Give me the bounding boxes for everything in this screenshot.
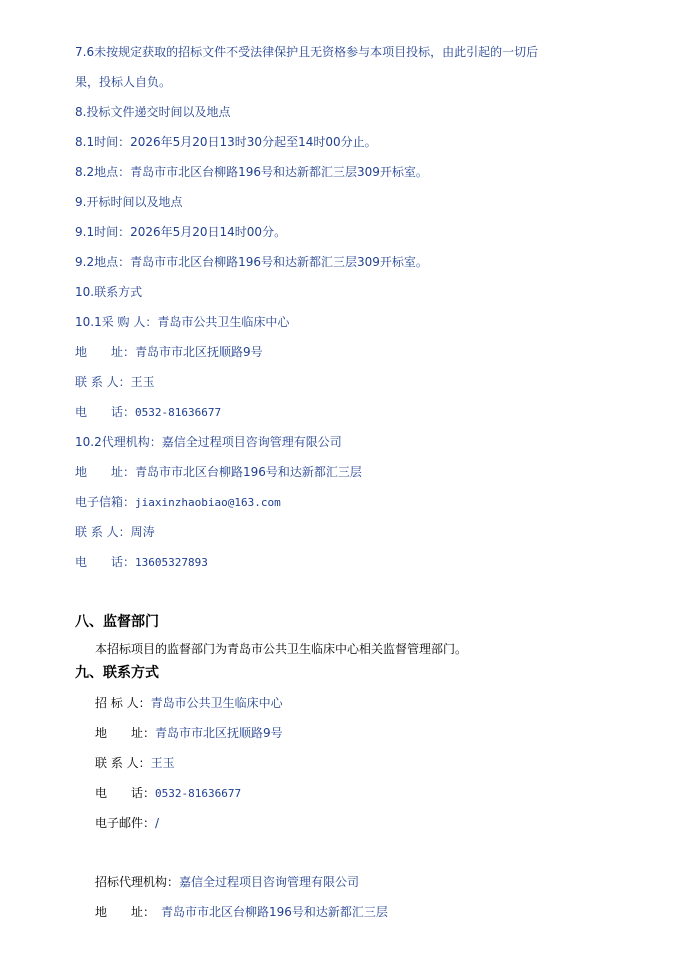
purchaser-address-label: 地 址：: [75, 345, 136, 359]
clause-7-6-line2: 果，投标人自负。: [75, 75, 172, 89]
tender-agency-address-label: 地 址：: [95, 905, 156, 919]
tenderer-email-label: 电子邮件：: [95, 816, 156, 830]
agency-phone-value: 13605327893: [135, 556, 208, 569]
section-8-heading: 八、监督部门: [75, 614, 159, 630]
tender-agency-address-line: [95, 904, 388, 920]
purchaser-contact-value: 王玉: [130, 375, 155, 389]
purchaser-phone: [75, 404, 221, 421]
agency-contact-label: 联 系 人：: [75, 525, 131, 539]
purchaser-title-value: 青岛市公共卫生临床中心: [157, 315, 290, 329]
purchaser-address-value: 青岛市市北区抚顺路9号: [135, 345, 263, 359]
tenderer-contact-value: 王玉: [150, 756, 175, 770]
clause-9-heading: 9.开标时间以及地点: [75, 195, 183, 209]
tenderer-email-line: [95, 815, 159, 831]
tenderer-line: [95, 695, 283, 711]
purchaser-contact: [75, 374, 155, 390]
clause-9-2: 9.2地点：青岛市市北区台柳路196号和达新都汇三层309开标室。: [75, 255, 428, 269]
clause-8-1: 8.1时间：2026年5月20日13时30分起至14时00分止。: [75, 135, 377, 149]
agency-phone: [75, 554, 208, 571]
clause-7-6-line1: 7.6未按规定获取的招标文件不受法律保护且无资格参与本项目投标，由此引起的一切后: [75, 45, 539, 59]
tenderer-label: 招 标 人：: [95, 696, 151, 710]
agency-title: [75, 434, 342, 450]
tenderer-email-value: /: [155, 816, 160, 830]
agency-address: [75, 464, 362, 480]
section-9-heading: 九、联系方式: [75, 665, 159, 681]
agency-email: [75, 494, 281, 511]
clause-8-2: 8.2地点：青岛市市北区台柳路196号和达新都汇三层309开标室。: [75, 165, 428, 179]
tenderer-phone-line: [95, 785, 241, 802]
section-8-text: 本招标项目的监督部门为青岛市公共卫生临床中心相关监督管理部门。: [95, 642, 468, 656]
agency-contact-value: 周涛: [130, 525, 155, 539]
agency-contact: [75, 524, 155, 540]
clause-10-heading: 10.联系方式: [75, 285, 143, 299]
tenderer-contact-label: 联 系 人：: [95, 756, 151, 770]
purchaser-phone-label: 电 话：: [75, 405, 136, 419]
agency-title-value: 嘉信全过程项目咨询管理有限公司: [161, 435, 342, 449]
tender-agency-value: 嘉信全过程项目咨询管理有限公司: [179, 875, 360, 889]
clause-9-1: 9.1时间：2026年5月20日14时00分。: [75, 225, 287, 239]
clause-8-heading: 8.投标文件递交时间以及地点: [75, 105, 231, 119]
tenderer-address-line: [95, 725, 283, 741]
agency-address-value: 青岛市市北区台柳路196号和达新都汇三层: [135, 465, 362, 479]
agency-phone-label: 电 话：: [75, 555, 136, 569]
tenderer-value: 青岛市公共卫生临床中心: [150, 696, 283, 710]
tenderer-phone-label: 电 话：: [95, 786, 156, 800]
purchaser-title-label: 10.1采 购 人：: [75, 315, 158, 329]
purchaser-title: [75, 314, 289, 330]
tender-agency-address-value: 青岛市市北区台柳路196号和达新都汇三层: [161, 905, 388, 919]
purchaser-contact-label: 联 系 人：: [75, 375, 131, 389]
tenderer-address-label: 地 址：: [95, 726, 156, 740]
agency-address-label: 地 址：: [75, 465, 136, 479]
agency-email-label: 电子信箱：: [75, 495, 136, 509]
purchaser-address: [75, 344, 263, 360]
tender-agency-label: 招标代理机构：: [95, 875, 180, 889]
tenderer-phone-value: 0532-81636677: [155, 787, 242, 800]
agency-email-value[interactable]: jiaxinzhaobiao@163.com: [135, 496, 281, 509]
tender-agency-line: [95, 874, 359, 890]
purchaser-phone-value: 0532-81636677: [135, 406, 222, 419]
tenderer-contact-line: [95, 755, 175, 771]
agency-title-label: 10.2代理机构：: [75, 435, 162, 449]
tenderer-address-value: 青岛市市北区抚顺路9号: [155, 726, 283, 740]
